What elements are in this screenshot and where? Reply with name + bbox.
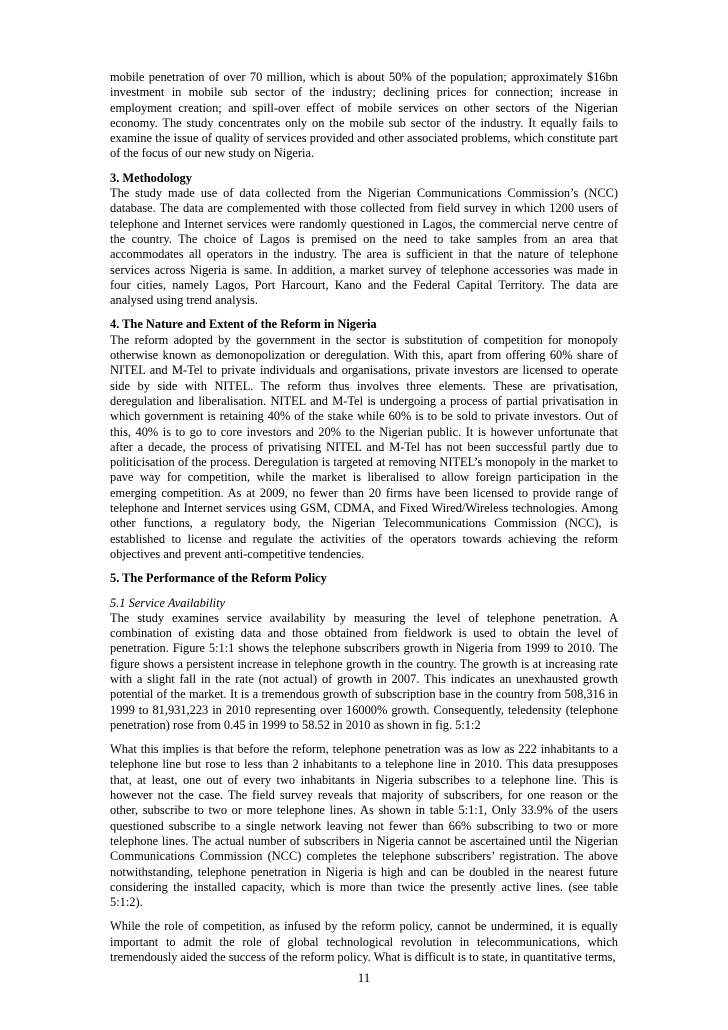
subsection-heading: 5.1 Service Availability xyxy=(110,595,226,610)
section-methodology xyxy=(110,171,618,309)
section-performance xyxy=(110,571,618,965)
intro-paragraph: mobile penetration of over 70 million, which is about 50% of the population; approximately $16bn investment in mobile sub sector of the industry; declining prices for connection; increase in employment creation; and spill-over effect of mobile services on other sectors of the Nigerian economy. The study concentrates only on the mobile sub sector of the industry. It equally fails to examine the issue of quality of services provided and other associated problems, which constitute part of the focus of our new study on Nigeria. xyxy=(110,70,618,161)
body-text xyxy=(110,70,618,974)
section-heading: 5. The Performance of the Reform Policy xyxy=(110,571,327,586)
page-number: 11 xyxy=(357,970,371,985)
section-heading: 4. The Nature and Extent of the Reform in Nigeria xyxy=(110,317,377,332)
paragraph: The reform adopted by the government in the sector is substitution of competition for monopoly otherwise known as demonopolization or deregulation. With this, apart from offering 60% share of NITEL and M-Tel to private individuals and organisations, private investors are licensed to operate side by side with NITEL. The reform thus involves three elements. These are privatisation, deregulation and liberalisation. NITEL and M-Tel is undergoing a process of partial privatisation in which government is retaining 40% of the stake while 60% is to be sold to private investors. Out of this, 40% is to go to core investors and 20% to the Nigerian public. It is however unfortunate that after a decade, the process of privatising NITEL and M-Tel has not been successful partly due to politicisation of the process. Deregulation is targeted at removing NITEL’s monopoly in the market to pave way for competition, while the market is liberalised to allow foreign participation in the emerging competition. As at 2009, no fewer than 20 firms have been licensed to provide range of telephone and Internet services using GSM, CDMA, and Fixed Wired/Wireless technologies. Among other functions, a regulatory body, the Nigerian Telecommunications Commission (NCC), is established to license and regulate the activities of the operators towards achieving the reform objectives and prevent anti-competitive tendencies. xyxy=(110,332,618,561)
paragraph: While the role of competition, as infused by the reform policy, cannot be undermined, it is equally important to admit the role of global technological revolution in telecommunications, which tremendously aided the success of the reform policy. What is difficult is to state, in quantitative terms, xyxy=(110,919,618,965)
section-heading: 3. Methodology xyxy=(110,170,192,185)
paragraph: What this implies is that before the reform, telephone penetration was as low as 222 inhabitants to a telephone line but rose to less than 2 inhabitants to a telephone line in 2010. This data presupposes that, at least, one out of every two inhabitants in Nigeria subscribes to a telephone line. This is however not the case. The field survey reveals that majority of subscribers, for one reason or the other, subscribe to two or more telephone lines. As shown in table 5:1:1, Only 33.9% of the users questioned subscribe to a single network leaving not fewer than 66% subscribing to two or more telephone lines. The actual number of subscribers in Nigeria cannot be ascertained until the Nigerian Communications Commission (NCC) completes the telephone subscribers’ registration. The above notwithstanding, telephone penetration in Nigeria is high and can be doubled in the nearest future considering the installed capacity, which is more than twice the presently active lines. (see table 5:1:2). xyxy=(110,742,618,910)
section-nature-of-reform xyxy=(110,317,618,562)
paragraph: The study made use of data collected from the Nigerian Communications Commission’s (NCC) database. The data are complemented with those collected from field survey in which 1200 users of telephone and Internet services were randomly questioned in Lagos, the commercial nerve centre of the country. The choice of Lagos is premised on the need to take samples from an area that accommodates all operators in the industry. The area is sufficient in that the nature of telephone services across Nigeria is same. In addition, a market survey of telephone accessories was made in four cities, namely Lagos, Port Harcourt, Kano and the Federal Capital Territory. The data are analysed using trend analysis. xyxy=(110,186,618,308)
paragraph: The study examines service availability by measuring the level of telephone penetration. A combination of existing data and those obtained from fieldwork is used to obtain the level of penetration. Figure 5:1:1 shows the telephone subscribers growth in Nigeria from 1999 to 2010. The figure shows a persistent increase in telephone growth in the country. The growth is at increasing rate with a slight fall in the rate (not actual) of growth in 2007. This indicates an unexhausted growth potential of the market. It is a tremendous growth of subscription base in the country from 508,316 in 1999 to 81,931,223 in 2010 representing over 16000% growth. Consequently, teledensity (telephone penetration) rose from 0.45 in 1999 to 58.52 in 2010 as shown in fig. 5:1:2 xyxy=(110,610,618,732)
